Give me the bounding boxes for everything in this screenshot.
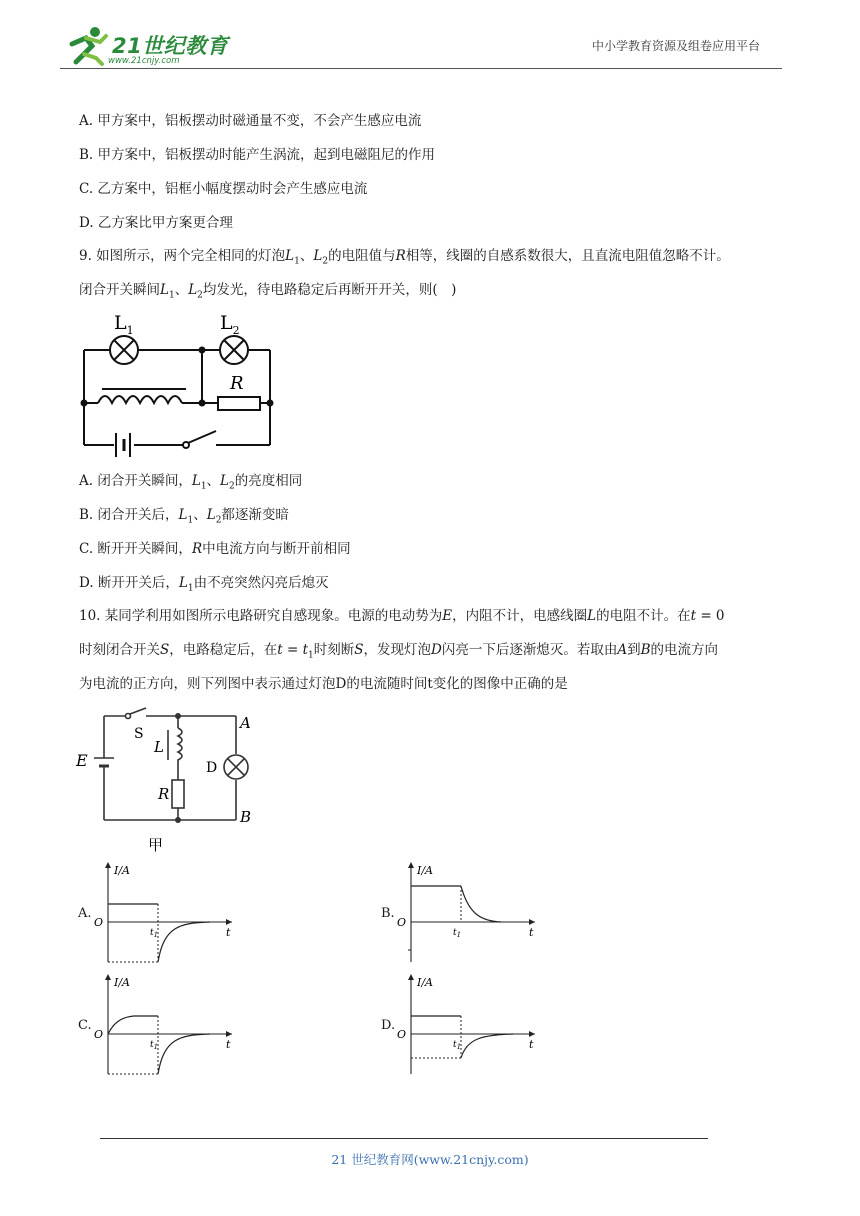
y-axis-arrow-icon (408, 862, 414, 868)
label-r: R (230, 373, 244, 394)
figure-caption: 甲 (148, 836, 164, 854)
label-l2: $L_2$ (220, 312, 240, 337)
q9-circuit-diagram (76, 305, 281, 460)
y-axis-label: I/A (114, 976, 130, 989)
footer-divider (100, 1138, 708, 1139)
battery-e-icon (94, 758, 114, 766)
resistor-icon (218, 397, 260, 410)
graph-a-plot (92, 858, 252, 966)
q10-stem-line1: 10. 某同学利用如图所示电路研究自感现象。电源的电动势为E，内阻不计，电感线圈L的电阻不计。在t = 0 (79, 608, 725, 624)
graph-option-a[interactable] (78, 858, 258, 966)
q8-option-a: A. 甲方案中，铝板摆动时磁通量不变，不会产生感应电流 (79, 113, 422, 129)
q8-option-b: B. 甲方案中，铝板摆动时能产生涡流，起到电磁阻尼的作用 (79, 147, 436, 163)
y-axis-label: I/A (114, 864, 130, 877)
graph-d-plot (395, 970, 555, 1082)
inductor-coil-icon (98, 396, 182, 403)
q10-circuit-diagram (74, 702, 264, 857)
origin-label: O (94, 1028, 104, 1041)
label-b: B (240, 808, 252, 826)
y-axis-label: I/A (417, 976, 433, 989)
label-l1: $L_1$ (114, 312, 134, 337)
current-curve (108, 1016, 158, 1034)
inductor-l-icon (178, 728, 182, 762)
q9-option-a: A. 闭合开关瞬间，$L_1$、$L_2$的亮度相同 (79, 473, 303, 492)
origin-label: O (397, 1028, 407, 1041)
label-d: D (206, 760, 218, 776)
x-axis-label: t (226, 926, 231, 939)
label-s: S (134, 726, 144, 742)
x-axis-arrow-icon (529, 919, 535, 925)
t1-tick-label: $t_1$ (453, 928, 462, 939)
t1-tick-label: $t_1$ (150, 1040, 159, 1051)
graph-option-b[interactable] (381, 858, 561, 966)
label-r: R (158, 785, 170, 803)
x-axis-arrow-icon (529, 1031, 535, 1037)
decay-curve (461, 886, 501, 922)
runner-logo-icon (62, 24, 110, 66)
t1-tick-label: $t_1$ (453, 1040, 462, 1051)
y-axis-arrow-icon (408, 974, 414, 980)
graph-option-c[interactable] (78, 970, 258, 1082)
q9-stem-line1: 9. 如图所示，两个完全相同的灯泡$L_1$、$L_2$的电阻值与R相等，线圈的自感系数很大，且直流电阻值忽略不计。 (79, 248, 730, 267)
graph-b-plot (395, 858, 555, 966)
q9-option-c: C. 断开开关瞬间，R中电流方向与断开前相同 (79, 541, 351, 557)
label-l: L (154, 738, 164, 756)
decay-curve (158, 1034, 210, 1074)
switch-icon (183, 431, 216, 448)
decay-curve (158, 922, 210, 962)
x-axis-arrow-icon (226, 919, 232, 925)
resistor-r-icon (172, 780, 184, 808)
graph-option-d-label: D. (381, 1018, 396, 1033)
battery-icon (116, 433, 130, 457)
x-axis-label: t (226, 1038, 231, 1051)
t1-tick-label: $t_1$ (150, 928, 159, 939)
y-axis-arrow-icon (105, 974, 111, 980)
q8-option-c: C. 乙方案中，铝框小幅度摆动时会产生感应电流 (79, 181, 368, 197)
graph-option-a-label: A. (78, 906, 92, 921)
graph-option-c-label: C. (78, 1018, 92, 1033)
x-axis-label: t (529, 1038, 534, 1051)
footer-link[interactable]: 21 世纪教育网(www.21cnjy.com) (331, 1152, 529, 1167)
graph-option-b-label: B. (381, 906, 395, 921)
header-platform-text: 中小学教育资源及组卷应用平台 (592, 39, 761, 53)
x-axis-arrow-icon (226, 1031, 232, 1037)
q10-stem-line2: 时刻闭合开关S，电路稳定后，在$t = t_1$时刻断S，发现灯泡D闪亮一下后逐渐熄灭。若取由A到B的电流方向 (79, 642, 719, 661)
site-logo[interactable] (60, 22, 230, 72)
logo-url: www.21cnjy.com (108, 56, 180, 66)
switch-s-icon (126, 708, 147, 719)
label-a: A (240, 714, 251, 732)
q9-stem-line2: 闭合开关瞬间$L_1$、$L_2$均发光，待电路稳定后再断开开关，则( ) (79, 282, 457, 301)
decay-curve (461, 1034, 513, 1058)
q10-stem-line3: 为电流的正方向，则下列图中表示通过灯泡D的电流随时间t变化的图像中正确的是 (79, 676, 568, 692)
y-axis-arrow-icon (105, 862, 111, 868)
origin-label: O (397, 916, 407, 929)
graph-c-plot (92, 970, 252, 1082)
lamp-d-icon (224, 755, 248, 779)
logo-text: 21世纪教育 (112, 34, 229, 58)
y-axis-label: I/A (417, 864, 433, 877)
q8-option-d: D. 乙方案比甲方案更合理 (79, 215, 233, 231)
graph-option-d[interactable] (381, 970, 561, 1082)
q9-option-b: B. 闭合开关后，$L_1$、$L_2$都逐渐变暗 (79, 507, 289, 526)
origin-label: O (94, 916, 104, 929)
lamp-l1-icon (110, 336, 138, 364)
label-e: E (76, 751, 88, 770)
q9-option-d: D. 断开开关后，$L_1$由不亮突然闪亮后熄灭 (79, 575, 329, 594)
x-axis-label: t (529, 926, 534, 939)
header-divider (60, 68, 782, 69)
lamp-l2-icon (220, 336, 248, 364)
